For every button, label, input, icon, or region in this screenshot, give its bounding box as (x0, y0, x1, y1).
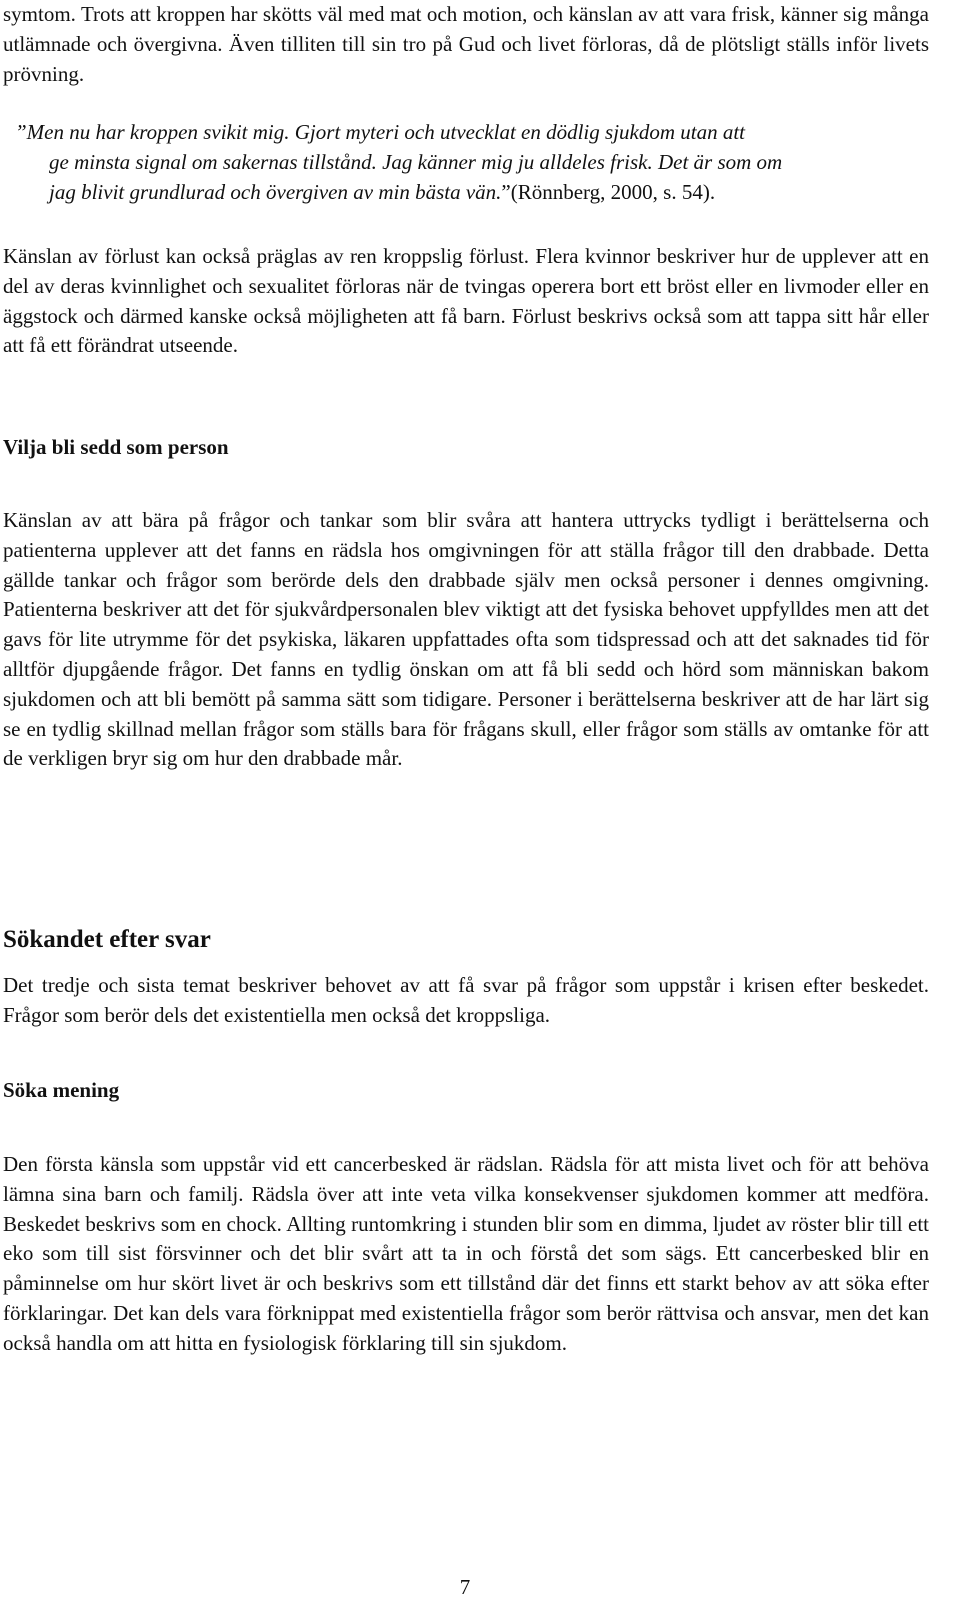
heading-sokandet-efter-svar: Sökandet efter svar (3, 926, 211, 953)
page-number: 7 (459, 1575, 471, 1599)
quote-line-2: ge minsta signal om sakernas tillstånd. Jag känner mig ju alldeles frisk. Det är som om (49, 149, 783, 174)
quote-line-3 (15, 178, 929, 208)
quote-line-1: ”Men nu har kroppen svikit mig. Gjort myteri och utvecklat en dödlig sjukdom utan att (15, 120, 746, 144)
loss-paragraph: Känslan av förlust kan också präglas av ren kroppslig förlust. Flera kvinnor beskriver hur de upplever att en del av deras kvinnlighet och sexualitet förloras när de tvingas operera bort ett bröst eller en livmoder eller en äggstock och därmed kanske också möjligheten att få barn. Förlust beskrivs också som att tappa sitt hår eller att få ett förändrat utseende. (3, 244, 929, 358)
quote-citation: ”(Rönnberg, 2000, s. 54). (501, 179, 716, 204)
paragraph-vilja-bli-sedd: Känslan av att bära på frågor och tankar som blir svåra att hantera uttrycks tydligt i berättelserna och patienterna upplever att det fanns en rädsla hos omgivningen för att ställa frågor till den drabbade. Detta gällde tankar och frågor som berörde dels den drabbade själv men också personer i dennes omgivning. Patienterna beskriver att det för sjukvårdpersonalen blev viktigt att det fysiska behovet uppfylldes men att det gavs för lite utrymme för det psykiska, läkaren uppfattades ofta som tidspressad och att det saknades tid för alltför djupgående frågor. Det fanns en tydlig önskan om att få bli sedd och hörd som människan bakom sjukdomen och att bli bemött på samma sätt som tidigare. Personer i berättelserna beskriver att de har lärt sig se en tydlig skillnad mellan frågor som ställs bara för frågans skull, eller frågor som ställs av omtanke för att de verkligen bryr sig om hur den drabbade mår. (3, 508, 929, 771)
paragraph-sokandet-efter-svar: Det tredje och sista temat beskriver behovet av att få svar på frågor som uppstår i krisen efter beskedet. Frågor som berör dels det existentiella men också det kroppsliga. (3, 973, 929, 1027)
heading-soka-mening: Söka mening (3, 1078, 120, 1102)
block-quote (15, 118, 929, 207)
intro-paragraph: symtom. Trots att kroppen har skötts väl med mat och motion, och känslan av att vara frisk, känner sig många utlämnade och övergivna. Även tilliten till sin tro på Gud och livet förloras, då de plötsligt ställs inför livets prövning. (3, 2, 929, 86)
paragraph-soka-mening: Den första känsla som uppstår vid ett cancerbesked är rädslan. Rädsla för att mista livet och för att behöva lämna sina barn och familj. Rädsla över att inte veta vilka konsekvenser sjukdomen kommer att medföra. Beskedet beskrivs som en chock. Allting runtomkring i stunden blir som en dimma, ljudet av röster blir till ett eko som till sist försvinner och det blir svårt att ta in och förstå det som sägs. Ett cancerbesked blir en påminnelse om hur skört livet är och beskrivs som ett tillstånd där det finns ett starkt behov av att söka efter förklaringar. Det kan dels vara förknippat med existentiella frågor som berör rättvisa och ansvar, men det kan också handla om att hitta en fysiologisk förklaring till sin sjukdom. (3, 1152, 929, 1355)
heading-vilja-bli-sedd: Vilja bli sedd som person (3, 435, 229, 459)
quote-line-3-text: jag blivit grundlurad och övergiven av min bästa vän. (49, 179, 502, 204)
